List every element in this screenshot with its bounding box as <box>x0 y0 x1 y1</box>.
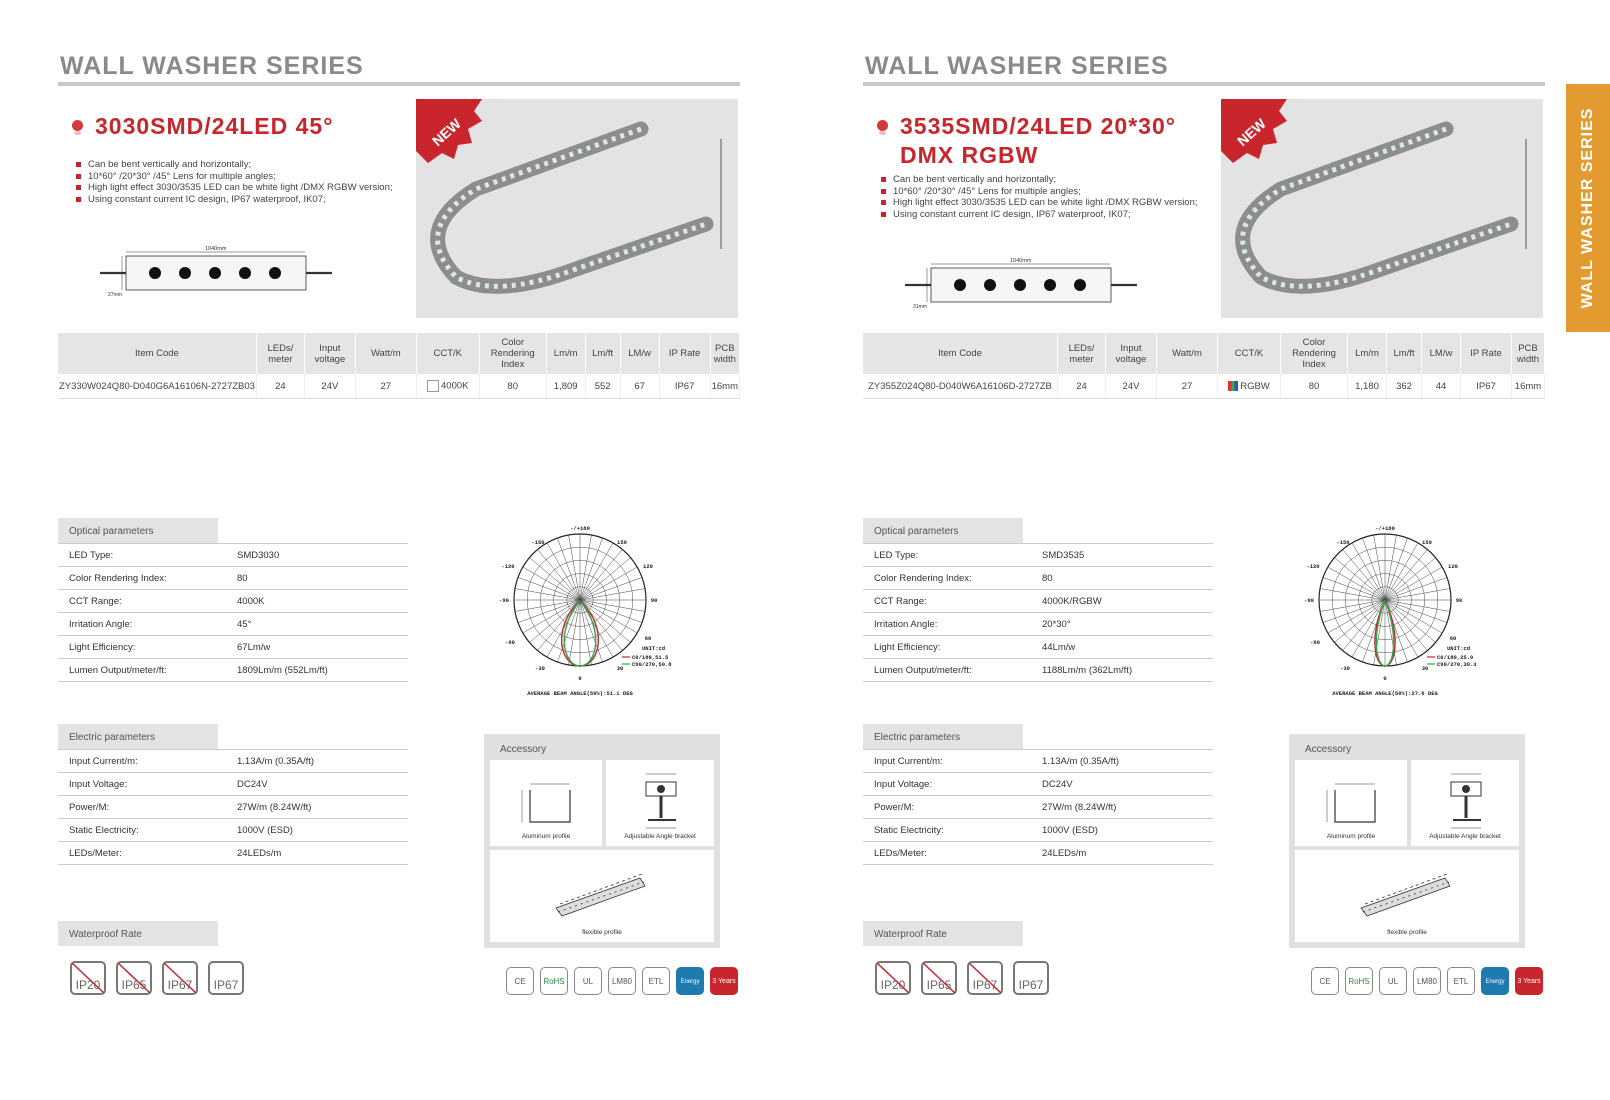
col-lmft: Lm/ft <box>1387 333 1422 374</box>
col-lmw: LM/w <box>1422 333 1461 374</box>
cell-lmm: 1,180 <box>1348 374 1387 399</box>
ip-badge-label: IP67 <box>167 978 193 992</box>
param-row <box>58 773 408 796</box>
ip-badge-label: IP65 <box>121 978 147 992</box>
ip-badge-label: IP20 <box>75 978 101 992</box>
ul-icon: UL <box>574 967 602 995</box>
param-row <box>58 659 408 682</box>
param-value: 27W/m (8.24W/ft) <box>237 796 408 819</box>
accessory-label: Accessory <box>1305 744 1352 755</box>
ip-badge-label: IP67 <box>213 978 239 992</box>
new-badge-text: NEW <box>428 115 464 150</box>
flexible-profile-cell <box>490 850 714 942</box>
param-key: CCT Range: <box>863 590 1042 613</box>
spec-table-header <box>863 333 1545 374</box>
ip65-icon <box>116 961 152 995</box>
col-cct: CCT/K <box>416 333 479 374</box>
drawing-dim-b-label: 31mm <box>913 304 927 310</box>
cell-leds: 24 <box>1058 374 1106 399</box>
polar-label-30: 30 <box>1421 665 1429 672</box>
param-row <box>58 613 408 636</box>
polar-label-90: 90 <box>1455 597 1463 604</box>
param-key: Lumen Output/meter/ft: <box>58 659 237 682</box>
cell-item-code: ZY355Z024Q80-D040W6A16106D-2727ZB <box>863 374 1058 399</box>
param-row <box>863 773 1213 796</box>
param-row <box>863 819 1213 842</box>
warranty-icon: 3 Years <box>1515 967 1543 995</box>
cell-watt: 27 <box>355 374 416 399</box>
param-value: 80 <box>1042 567 1213 590</box>
cell-cct <box>416 374 479 399</box>
polar-c90-legend: C90/270,30.3 <box>1437 661 1477 668</box>
optical-params-table <box>863 544 1213 682</box>
drawing-length-label: 1040mm <box>205 246 227 252</box>
cell-lmw: 67 <box>620 374 659 399</box>
param-key: LEDs/Meter: <box>863 842 1042 865</box>
electric-params-heading: Electric parameters <box>863 724 1023 749</box>
title-divider <box>863 82 1545 86</box>
param-value: 1.13A/m (0.35A/ft) <box>237 750 408 773</box>
cell-voltage: 24V <box>1106 374 1157 399</box>
polar-label-60: 60 <box>1449 635 1457 642</box>
polar-label-0: 0 <box>1383 675 1387 682</box>
polar-label-60: 60 <box>644 635 652 642</box>
param-key: Irritation Angle: <box>863 613 1042 636</box>
cct-swatch-icon <box>427 380 439 392</box>
product-title-line2: DMX RGBW <box>900 142 1039 168</box>
cell-voltage: 24V <box>304 374 355 399</box>
param-row <box>58 590 408 613</box>
param-key: LED Type: <box>863 544 1042 567</box>
param-key: Static Electricity: <box>58 819 237 842</box>
electric-params-heading: Electric parameters <box>58 724 218 749</box>
energy-star-icon: Energy Star <box>676 967 704 995</box>
col-item-code: Item Code <box>58 333 256 374</box>
param-value: 24LEDs/m <box>237 842 408 865</box>
spec-table <box>863 333 1545 399</box>
param-key: CCT Range: <box>58 590 237 613</box>
polar-label-n150: -150 <box>1336 539 1350 546</box>
ip67-icon <box>1013 961 1049 995</box>
param-value: 4000K <box>237 590 408 613</box>
param-row <box>58 567 408 590</box>
polar-label-n150: -150 <box>531 539 545 546</box>
polar-label-n60: -60 <box>505 639 515 646</box>
param-row <box>863 567 1213 590</box>
cell-ip: IP67 <box>1461 374 1512 399</box>
col-lmm: Lm/m <box>546 333 585 374</box>
ip65-icon <box>921 961 957 995</box>
polar-label-n30: -30 <box>1340 665 1350 672</box>
ce-icon: CE <box>506 967 534 995</box>
param-row <box>863 796 1213 819</box>
cell-lmw: 44 <box>1422 374 1461 399</box>
param-key: Color Rendering Index: <box>58 567 237 590</box>
param-row <box>863 544 1213 567</box>
etl-icon: ETL <box>642 967 670 995</box>
optical-params-heading: Optical parameters <box>58 518 218 543</box>
ul-icon: UL <box>1379 967 1407 995</box>
col-watt: Watt/m <box>355 333 416 374</box>
param-key: Power/M: <box>863 796 1042 819</box>
new-badge-icon <box>416 99 482 165</box>
col-voltage: Input voltage <box>1106 333 1157 374</box>
drawing-length-label: 1040mm <box>1010 258 1032 264</box>
polar-label-n60: -60 <box>1310 639 1320 646</box>
col-watt: Watt/m <box>1157 333 1218 374</box>
cell-lmm: 1,809 <box>546 374 585 399</box>
param-row <box>58 544 408 567</box>
polar-label-n90: -90 <box>499 597 509 604</box>
cell-pcb: 16mm <box>710 374 739 399</box>
waterproof-heading: Waterproof Rate <box>58 921 218 946</box>
series-title: WALL WASHER SERIES <box>60 52 364 80</box>
col-cri: Color Rendering Index <box>479 333 546 374</box>
param-value: 44Lm/w <box>1042 636 1213 659</box>
flexible-profile-cell <box>1295 850 1519 942</box>
table-row <box>58 374 740 399</box>
param-key: Power/M: <box>58 796 237 819</box>
polar-label-120: 120 <box>643 563 653 570</box>
polar-label-90: 90 <box>650 597 658 604</box>
product-title <box>95 112 333 141</box>
feature-item: Can be bent vertically and horizontally; <box>881 174 1198 186</box>
feature-list <box>76 159 393 205</box>
param-value: 1000V (ESD) <box>1042 819 1213 842</box>
rgb-swatch-icon <box>1228 381 1238 391</box>
optical-params-table <box>58 544 408 682</box>
accessory-label: Accessory <box>500 744 547 755</box>
col-lmm: Lm/m <box>1348 333 1387 374</box>
param-row <box>863 659 1213 682</box>
cell-cct <box>1218 374 1281 399</box>
bracket-caption: Adjustable Angle bracket <box>1429 833 1501 840</box>
ce-icon: CE <box>1311 967 1339 995</box>
etl-icon: ETL <box>1447 967 1475 995</box>
feature-item: 10*60° /20*30° /45° Lens for multiple angles; <box>76 171 393 183</box>
param-key: Light Efficiency: <box>58 636 237 659</box>
param-value: DC24V <box>1042 773 1213 796</box>
feature-item: Can be bent vertically and horizontally; <box>76 159 393 171</box>
lm80-icon: LM80 <box>1413 967 1441 995</box>
param-key: Irritation Angle: <box>58 613 237 636</box>
title-bullet-icon <box>877 120 888 131</box>
col-cri: Color Rendering Index <box>1281 333 1348 374</box>
flexible-profile-caption: flexible profile <box>1387 929 1427 936</box>
param-key: Light Efficiency: <box>863 636 1042 659</box>
polar-beam-angle-label: AVERAGE BEAM ANGLE(50%):51.1 DEG <box>527 690 633 697</box>
param-row <box>863 842 1213 865</box>
rohs-icon: RoHS <box>540 967 568 995</box>
col-pcb: PCB width <box>1512 333 1545 374</box>
param-row <box>863 613 1213 636</box>
col-cct: CCT/K <box>1218 333 1281 374</box>
param-row <box>863 590 1213 613</box>
accessory-panel <box>1289 734 1525 948</box>
param-key: Input Voltage: <box>58 773 237 796</box>
feature-list <box>881 174 1198 220</box>
section-side-tab-label: WALL WASHER SERIES <box>1579 107 1596 309</box>
new-badge-icon <box>1221 99 1287 165</box>
feature-item: Using constant current IC design, IP67 waterproof, IK07; <box>76 194 393 206</box>
param-row <box>58 750 408 773</box>
param-row <box>863 750 1213 773</box>
cell-cct-value: 4000K <box>441 380 469 392</box>
series-title: WALL WASHER SERIES <box>865 52 1169 80</box>
param-value: 27W/m (8.24W/ft) <box>1042 796 1213 819</box>
ip-badge-label: IP67 <box>1018 978 1044 992</box>
param-key: Input Voltage: <box>863 773 1042 796</box>
param-key: Input Current/m: <box>58 750 237 773</box>
param-value: 67Lm/w <box>237 636 408 659</box>
polar-c0-legend: C0/180,25.0 <box>1437 654 1474 661</box>
param-row <box>58 842 408 865</box>
param-value: SMD3030 <box>237 544 408 567</box>
param-value: 1809Lm/m (552Lm/ft) <box>237 659 408 682</box>
ip20-icon <box>875 961 911 995</box>
optical-params-heading: Optical parameters <box>863 518 1023 543</box>
polar-label-150: 150 <box>1422 539 1432 546</box>
aluminum-profile-caption: Aluminum profile <box>521 833 571 840</box>
col-ip: IP Rate <box>1461 333 1512 374</box>
param-key: LED Type: <box>58 544 237 567</box>
aluminum-profile-caption: Aluminum profile <box>1326 833 1376 840</box>
cell-cct-value: RGBW <box>1240 380 1270 392</box>
param-value: 1.13A/m (0.35A/ft) <box>1042 750 1213 773</box>
ip67-crossed-icon <box>967 961 1003 995</box>
polar-label-n90: -90 <box>1304 597 1314 604</box>
catalog-page-right <box>805 0 1610 1100</box>
spec-table <box>58 333 740 399</box>
ip-badge-label: IP67 <box>972 978 998 992</box>
polar-unit-label: UNIT:cd <box>1447 645 1471 652</box>
cell-lmft: 552 <box>585 374 620 399</box>
product-title-line1: 3535SMD/24LED 20*30° <box>900 113 1176 139</box>
feature-item: High light effect 3030/3535 LED can be white light /DMX RGBW version; <box>881 197 1198 209</box>
polar-diagram <box>498 522 688 700</box>
col-leds: LEDs/ meter <box>256 333 304 374</box>
ip-badge-label: IP20 <box>880 978 906 992</box>
product-title-line1: 3030SMD/24LED 45° <box>95 113 334 139</box>
aluminum-profile-cell <box>490 760 602 846</box>
param-key: Lumen Output/meter/ft: <box>863 659 1042 682</box>
cell-lmft: 362 <box>1387 374 1422 399</box>
rohs-icon: RoHS <box>1345 967 1373 995</box>
warranty-icon: 3 Years <box>710 967 738 995</box>
param-row <box>58 819 408 842</box>
cell-ip: IP67 <box>659 374 710 399</box>
title-bullet-icon <box>72 120 83 131</box>
param-value: 1188Lm/m (362Lm/ft) <box>1042 659 1213 682</box>
polar-beam-angle-label: AVERAGE BEAM ANGLE(50%):27.6 DEG <box>1332 690 1438 697</box>
product-title <box>900 112 1176 170</box>
ip67-crossed-icon <box>162 961 198 995</box>
title-divider <box>58 82 740 86</box>
feature-item: High light effect 3030/3535 LED can be white light /DMX RGBW version; <box>76 182 393 194</box>
cell-watt: 27 <box>1157 374 1218 399</box>
polar-label-180: -/+180 <box>1375 525 1395 532</box>
flexible-profile-caption: flexible profile <box>582 929 622 936</box>
param-key: LEDs/Meter: <box>58 842 237 865</box>
param-value: 20*30° <box>1042 613 1213 636</box>
param-value: 24LEDs/m <box>1042 842 1213 865</box>
polar-label-120: 120 <box>1448 563 1458 570</box>
feature-item: Using constant current IC design, IP67 waterproof, IK07; <box>881 209 1198 221</box>
param-row <box>58 796 408 819</box>
spec-table-header <box>58 333 740 374</box>
feature-item: 10*60° /20*30° /45° Lens for multiple angles; <box>881 186 1198 198</box>
param-key: Color Rendering Index: <box>863 567 1042 590</box>
bracket-cell <box>606 760 714 846</box>
cell-item-code: ZY330W024Q80-D040G6A16106N-2727ZB03 <box>58 374 256 399</box>
param-key: Static Electricity: <box>863 819 1042 842</box>
polar-label-150: 150 <box>617 539 627 546</box>
param-value: SMD3535 <box>1042 544 1213 567</box>
polar-label-n120: -120 <box>501 563 515 570</box>
param-value: 45° <box>237 613 408 636</box>
new-badge-text: NEW <box>1233 115 1269 150</box>
col-item-code: Item Code <box>863 333 1058 374</box>
polar-c0-legend: C0/180,51.5 <box>632 654 669 661</box>
ip-badge-label: IP65 <box>926 978 952 992</box>
lm80-icon: LM80 <box>608 967 636 995</box>
electric-params-table <box>58 750 408 865</box>
waterproof-heading: Waterproof Rate <box>863 921 1023 946</box>
title-bullet-shadow <box>879 131 886 135</box>
col-voltage: Input voltage <box>304 333 355 374</box>
param-row <box>58 636 408 659</box>
polar-unit-label: UNIT:cd <box>642 645 666 652</box>
polar-label-0: 0 <box>578 675 582 682</box>
polar-label-180: -/+180 <box>570 525 590 532</box>
polar-label-n30: -30 <box>535 665 545 672</box>
param-value: 4000K/RGBW <box>1042 590 1213 613</box>
accessory-panel <box>484 734 720 948</box>
table-row <box>863 374 1545 399</box>
bracket-cell <box>1411 760 1519 846</box>
col-ip: IP Rate <box>659 333 710 374</box>
cell-pcb: 16mm <box>1512 374 1545 399</box>
drawing-dim-b-label: 27mm <box>108 292 122 298</box>
polar-label-n120: -120 <box>1306 563 1320 570</box>
param-row <box>863 636 1213 659</box>
dimension-drawing <box>100 240 340 310</box>
col-lmw: LM/w <box>620 333 659 374</box>
cell-leds: 24 <box>256 374 304 399</box>
polar-c90-legend: C90/270,50.8 <box>632 661 672 668</box>
polar-diagram <box>1303 522 1493 700</box>
col-leds: LEDs/ meter <box>1058 333 1106 374</box>
cell-cri: 80 <box>479 374 546 399</box>
ip67-icon <box>208 961 244 995</box>
bracket-caption: Adjustable Angle bracket <box>624 833 696 840</box>
param-value: 1000V (ESD) <box>237 819 408 842</box>
param-value: DC24V <box>237 773 408 796</box>
energy-star-icon: Energy Star <box>1481 967 1509 995</box>
polar-label-30: 30 <box>616 665 624 672</box>
param-key: Input Current/m: <box>863 750 1042 773</box>
aluminum-profile-cell <box>1295 760 1407 846</box>
param-value: 80 <box>237 567 408 590</box>
ip20-icon <box>70 961 106 995</box>
title-bullet-shadow <box>74 131 81 135</box>
col-lmft: Lm/ft <box>585 333 620 374</box>
electric-params-table <box>863 750 1213 865</box>
dimension-drawing <box>905 252 1145 322</box>
col-pcb: PCB width <box>710 333 739 374</box>
cell-cri: 80 <box>1281 374 1348 399</box>
